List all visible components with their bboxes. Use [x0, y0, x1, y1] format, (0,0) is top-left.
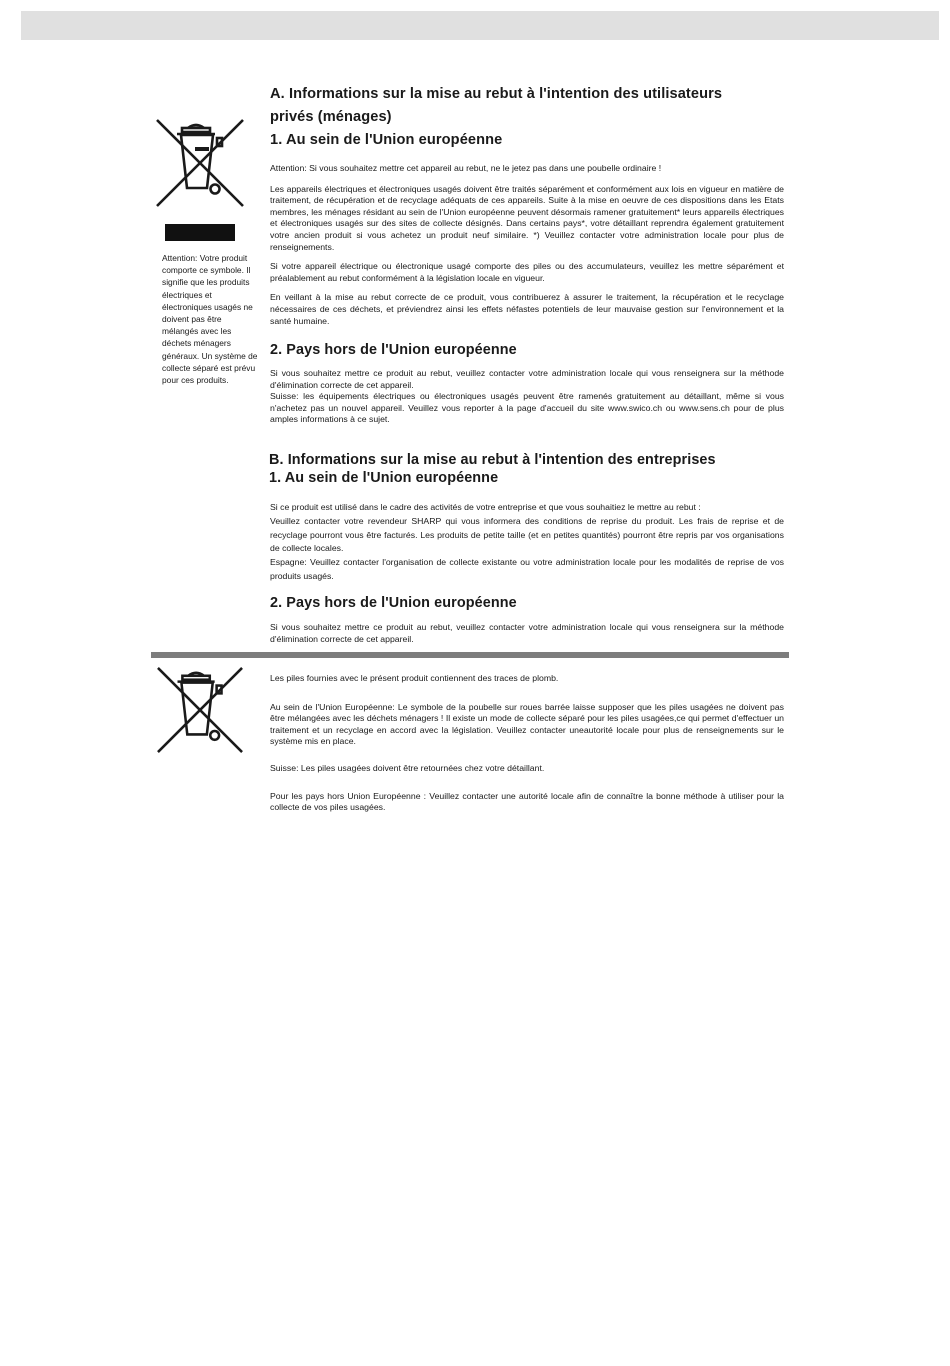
- paragraph: En veillant à la mise au rebut correcte de ce produit, vous contribuerez à assurer le traitement, la récupération et le recyclage nécessaires de ces déchets, et préviendrez ainsi les effets néfastes potentiels de leur mauvaise gestion sur l'environnement et la santé humaine.: [270, 292, 784, 326]
- section-b-non-eu-heading: 2. Pays hors de l'Union européenne: [270, 595, 517, 611]
- side-note: Attention: Votre produit comporte ce symbole. Il signifie que les produits électriques et électroniques usagés ne doivent pas être mélangés avec les déchets ménagers généraux. Un système de collecte séparé est prévu pour ces produits.: [162, 253, 258, 386]
- paragraph: Pour les pays hors Union Européenne : Veuillez contacter une autorité locale afin de connaître la bonne méthode à utiliser pour la collecte de vos piles usagées.: [270, 790, 784, 813]
- batteries-body: [270, 673, 784, 814]
- weee-bar-mark: [165, 224, 235, 241]
- section-a-eu-heading: 1. Au sein de l'Union européenne: [270, 132, 503, 148]
- section-b-title: B. Informations sur la mise au rebut à l'intention des entreprises: [269, 452, 716, 468]
- paragraph: Suisse: les équipements électriques ou électroniques usagés peuvent être ramenés gratuitement au détaillant, même si vous n'achetez pas un nouvel appareil. Veuillez vous reporter à la page d'accueil du site www.swico.ch ou www.sens.ch pour de plus amples informations à ce sujet.: [270, 391, 784, 425]
- paragraph: Au sein de l'Union Européenne: Le symbole de la poubelle sur roues barrée laisse supposer que les piles usagées ne doivent pas être mélangées avec les déchets ménagers ! Il existe un mode de collecte séparé pour les piles usagées,ce qui permet d'effectuer un traitement et un recyclage en accord avec la législation. Veuillez contacter uneautorité locale pour plus de renseignements sur le système mis en place.: [270, 701, 784, 747]
- section-a-title-line1: A. Informations sur la mise au rebut à l'intention des utilisateurs: [270, 86, 723, 102]
- section-b-eu-body: [270, 501, 784, 584]
- section-a-non-eu-heading: 2. Pays hors de l'Union européenne: [270, 342, 517, 358]
- paragraph: Les piles fournies avec le présent produit contiennent des traces de plomb.: [270, 673, 559, 683]
- section-b-non-eu-body: [270, 622, 784, 645]
- paragraph: Veuillez contacter votre revendeur SHARP qui vous informera des conditions de reprise du produit. Les frais de reprise et de recyclage pourront vous être facturés. Les produits de petite taille (et en petites quantités) pourront être repris par vos organisations de collecte locales.: [270, 515, 784, 554]
- section-b-eu-heading: 1. Au sein de l'Union européenne: [269, 470, 499, 486]
- section-a-non-eu-body: [270, 368, 784, 426]
- section-a: [270, 83, 790, 152]
- paragraph: Si vous souhaitez mettre ce produit au rebut, veuillez contacter votre administration locale qui vous renseignera sur la méthode d'élimination correcte de cet appareil.: [270, 368, 784, 390]
- crossed-out-wheelie-bin-icon: [155, 118, 245, 208]
- paragraph: Espagne: Veuillez contacter l'organisation de collecte existante ou votre administration locale pour les modalités de reprise de vos produits usagés.: [270, 557, 784, 581]
- section-a-eu-body: [270, 163, 784, 327]
- crossed-out-wheelie-bin-icon: [156, 666, 244, 754]
- paragraph: Suisse: Les piles usagées doivent être retournées chez votre détaillant.: [270, 762, 545, 773]
- header-bar: [21, 11, 939, 40]
- section-divider: [151, 652, 789, 658]
- section-a-title-line2: privés (ménages): [270, 109, 392, 125]
- section-b: [269, 451, 789, 487]
- paragraph: Attention: Si vous souhaitez mettre cet appareil au rebut, ne le jetez pas dans une poubelle ordinaire !: [270, 163, 662, 173]
- paragraph: Si ce produit est utilisé dans le cadre des activités de votre entreprise et que vous souhaitiez le mettre au rebut :: [270, 502, 701, 512]
- paragraph: Si votre appareil électrique ou électronique usagé comporte des piles ou des accumulateurs, veuillez les mettre séparément et préalablement au rebut conformément à la législation locale en vigueur.: [270, 261, 784, 283]
- paragraph: Les appareils électriques et électroniques usagés doivent être traités séparément et conformément aux lois en vigueur en matière de traitement, de récupération et de recyclage adéquats de ces appareils. Suite à la mise en oeuvre de ces dispositions dans les Etats membres, les ménages résidant au sein de l'Union européenne peuvent désormais ramener gratuitement* leurs appareils électriques et électroniques usagés sur des sites de collecte désignés. Dans certains pays*, votre détaillant reprendra également gratuitement votre ancien produit si vous achetez un produit neuf similaire. *) Veuillez contacter votre administration locale pour plus de renseignements.: [270, 183, 784, 252]
- paragraph: Si vous souhaitez mettre ce produit au rebut, veuillez contacter votre administration locale qui vous renseignera sur la méthode d'élimination correcte de cet appareil.: [270, 622, 784, 644]
